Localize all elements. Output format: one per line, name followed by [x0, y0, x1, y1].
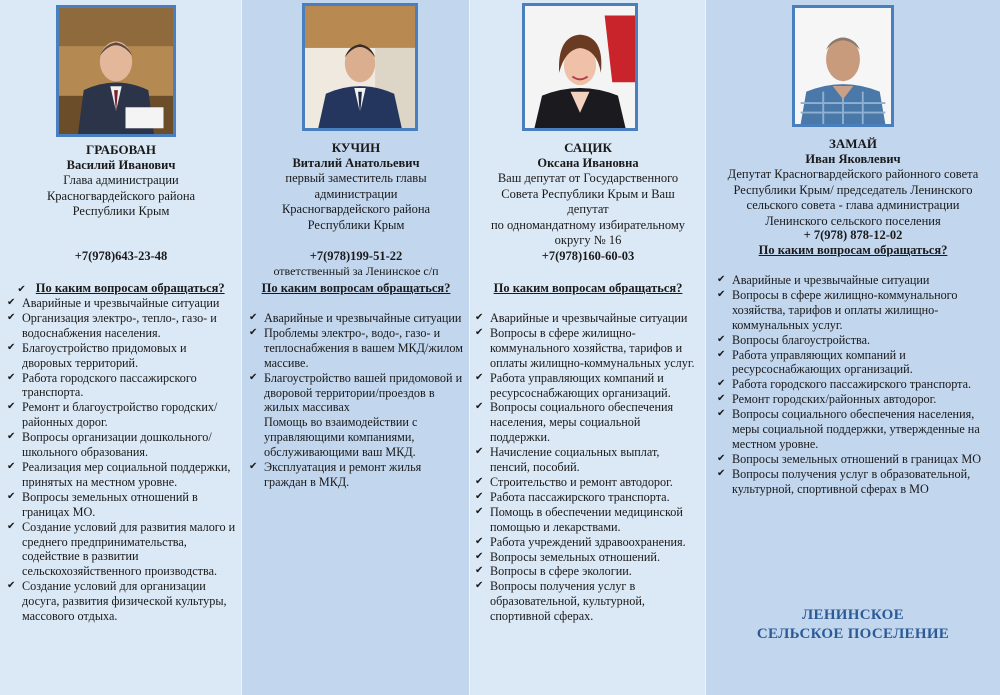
list-item: ✔ Аварийные и чрезвычайные ситуации	[248, 311, 464, 326]
portrait-photo	[302, 3, 418, 131]
portrait-photo	[522, 3, 638, 131]
questions-heading-text: По каким вопросам обращаться?	[35, 281, 225, 295]
list-item: ✔ Вопросы социального обеспечения населения, меры социальной поддержки.	[474, 400, 700, 445]
list-item: ✔ Работа пассажирского транспорта.	[474, 490, 700, 505]
person-given-name: Василий Иванович	[66, 157, 176, 172]
list-item: ✔ Аварийные и чрезвычайные ситуации	[716, 273, 992, 288]
person-name-block	[0, 142, 242, 220]
list-item: ✔ Вопросы получения услуг в образовательной, культурной, спортивной сферах в МО	[716, 467, 992, 497]
person-surname: КУЧИН	[331, 140, 381, 155]
list-item: ✔ Работа управляющих компаний и ресурсоснабжающих организаций.	[716, 348, 992, 378]
person-name-block	[706, 136, 1000, 229]
person-panel-satsik	[470, 0, 706, 695]
questions-list	[248, 311, 464, 490]
list-item: ✔ Вопросы земельных отношений.	[474, 550, 700, 565]
list-item: ✔ Работа учреждений здравоохранения.	[474, 535, 700, 550]
person-name-block	[470, 140, 706, 249]
list-item: ✔ Помощь в обеспечении медицинской помощью и лекарствами.	[474, 505, 700, 535]
person-given-name: Иван Яковлевич	[805, 151, 901, 166]
list-item: ✔ Аварийные и чрезвычайные ситуации	[474, 311, 700, 326]
list-item: ✔ Эксплуатация и ремонт жилья граждан в МКД.	[248, 460, 464, 490]
list-item: ✔ Вопросы в сфере жилищно-коммунального хозяйства, тарифов и оплаты жилищно-коммунальных услуг.	[716, 288, 992, 333]
list-item: ✔ Аварийные и чрезвычайные ситуации	[6, 296, 238, 311]
list-item: ✔ Работа управляющих компаний и ресурсоснабжающих организаций.	[474, 371, 700, 401]
list-item: ✔ Создание условий для организации досуга, развития физической культуры, массового отдыха.	[6, 579, 238, 624]
person-role-line: сельского совета - глава администрации	[746, 198, 960, 212]
phone-number: + 7(978) 878-12-02	[803, 228, 903, 242]
portrait-photo	[792, 5, 894, 127]
person-panel-zamai	[706, 0, 1000, 695]
list-item: ✔ Вопросы получения услуг в образовательной, культурной, спортивной сферах.	[474, 579, 700, 624]
person-role-line: Депутат Красногвардейского районного совета	[727, 167, 979, 181]
list-item: ✔ Благоустройство придомовых и дворовых территорий.	[6, 341, 238, 371]
list-item: ✔ Работа городского пассажирского транспорта.	[716, 377, 992, 392]
person-given-name: Оксана Ивановна	[537, 155, 639, 170]
settlement-title	[706, 606, 1000, 644]
person-role-line: Красногвардейского района	[281, 202, 431, 216]
person-role-line: Республики Крым	[72, 204, 170, 218]
person-role-line: первый заместитель главы	[285, 171, 427, 185]
person-role-line: Красногвардейского района	[46, 188, 196, 203]
phone-number: +7(978)160-60-03	[541, 249, 635, 263]
person-role-line: Республики Крым	[307, 217, 405, 232]
person-role-line: Ваш депутат от Государственного	[497, 171, 679, 185]
questions-heading: По каким вопросам обращаться?	[261, 281, 451, 295]
list-item: ✔ Вопросы земельных отношений в границах МО	[716, 452, 992, 467]
settlement-title-line: ЛЕНИНСКОЕ	[802, 607, 904, 623]
person-role-line: Республики Крым/ председатель Ленинского	[733, 182, 973, 197]
person-surname: ГРАБОВАН	[86, 142, 156, 157]
person-panel-grabovan	[0, 0, 242, 695]
list-item: ✔ Вопросы социального обеспечения населения, меры социальной поддержки, утвержденные на местном уровне.	[716, 407, 992, 452]
questions-heading: По каким вопросам обращаться?	[758, 243, 948, 257]
list-item: ✔ Вопросы земельных отношений в границах МО.	[6, 490, 238, 520]
list-item: ✔ Начисление социальных выплат, пенсий, пособий.	[474, 445, 700, 475]
phone-number: +7(978)199-51-22	[309, 249, 403, 263]
person-role-line: Ленинского сельского поселения	[765, 213, 941, 228]
questions-heading: По каким вопросам обращаться?	[493, 281, 683, 295]
list-item: ✔ Вопросы в сфере жилищно-коммунального хозяйства, тарифов и оплаты жилищно-коммунальных услуг.	[474, 326, 700, 371]
list-item: ✔ Благоустройство вашей придомовой и дворовой территории/проездов в жилых массивах	[248, 371, 464, 416]
list-item: ✔ Проблемы электро-, водо-, газо- и теплоснабжения в вашем МКД/жилом массиве.	[248, 326, 464, 371]
person-surname: ЗАМАЙ	[828, 136, 878, 151]
phone-number: +7(978)643-23-48	[74, 249, 168, 263]
responsibility-note: ответственный за Ленинское с/п	[273, 264, 439, 278]
list-item: ✔ Организация электро-, тепло-, газо- и водоснабжения населения.	[6, 311, 238, 341]
portrait-photo	[56, 5, 176, 137]
list-item: ✔ Ремонт и благоустройство городских/районных дорог.	[6, 400, 238, 430]
list-item: ✔ Ремонт городских/районных автодорог.	[716, 392, 992, 407]
person-role-line: округу № 16	[554, 233, 622, 247]
person-role-line: по одномандатному избирательному	[490, 217, 686, 232]
list-item: ✔ Строительство и ремонт автодорог.	[474, 475, 700, 490]
list-item: ✔ Работа городского пассажирского транспорта.	[6, 371, 238, 401]
list-item: ✔ Вопросы организации дошкольного/школьного образования.	[6, 430, 238, 460]
settlement-title-line: СЕЛЬСКОЕ ПОСЕЛЕНИЕ	[756, 626, 950, 642]
questions-list	[474, 311, 700, 624]
questions-heading	[0, 281, 242, 296]
person-given-name: Виталий Анатольевич	[292, 155, 420, 170]
list-item: ✔ Вопросы благоустройства.	[716, 333, 992, 348]
person-role-line: Совета Республики Крым и Ваш	[501, 186, 675, 201]
list-item: Помощь во взаимодействии с управляющими компаниями, обслуживающими ваш МКД.	[264, 415, 418, 460]
person-panel-kuchin	[242, 0, 470, 695]
questions-list	[6, 296, 238, 624]
list-item: ✔ Создание условий для развития малого и среднего предпринимательства, содействие в развитии сельскохозяйственного производства.	[6, 520, 238, 580]
person-role-line: депутат	[567, 202, 609, 216]
list-item: ✔ Вопросы в сфере экологии.	[474, 564, 700, 579]
person-role-line: администрации	[314, 186, 398, 201]
list-item: ✔ Реализация мер социальной поддержки, принятых на местном уровне.	[6, 460, 238, 490]
person-name-block	[242, 140, 470, 233]
person-role-line: Глава администрации	[63, 173, 179, 187]
questions-list	[716, 273, 992, 497]
person-surname: САЦИК	[564, 140, 612, 155]
